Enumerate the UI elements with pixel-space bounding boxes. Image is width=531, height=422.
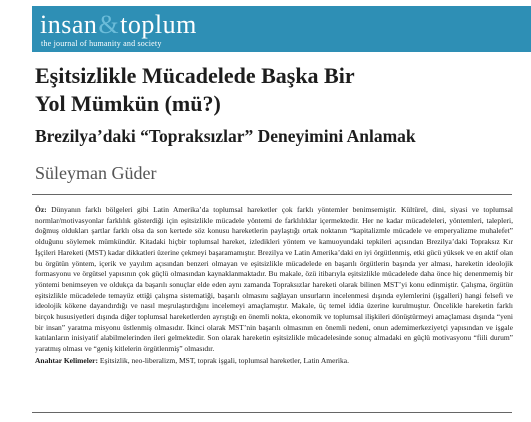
journal-logo xyxy=(40,12,197,38)
journal-header xyxy=(32,6,531,52)
article-author: Süleyman Güder xyxy=(35,163,157,183)
logo-word-toplum: toplum xyxy=(120,10,197,39)
journal-subtitle: the journal of humanity and society xyxy=(41,39,162,48)
abstract-paragraph xyxy=(35,205,513,355)
logo-word-insan: insan xyxy=(40,10,98,39)
abstract-block xyxy=(35,205,513,367)
top-divider xyxy=(32,194,512,195)
article-subtitle: Brezilya’daki “Topraksızlar” Deneyimini Anlamak xyxy=(35,126,416,146)
keywords-paragraph xyxy=(35,356,513,367)
article-title: Eşitsizlikle Mücadelede Başka Bir Yol Mümkün (mü?) xyxy=(35,63,355,116)
abstract-label: Öz: xyxy=(35,205,47,214)
bottom-divider xyxy=(32,412,512,413)
keywords-text: Eşitsizlik, neo-liberalizm, MST, toprak işgali, toplumsal hareketler, Latin Amerika. xyxy=(99,355,349,365)
keywords-label: Anahtar Kelimeler: xyxy=(35,355,98,365)
logo-ampersand: & xyxy=(98,10,120,39)
abstract-text: Dünyanın farklı bölgeleri gibi Latin Amerika’da toplumsal hareketler çok farklı yöntemler benimsemiştir. Kültürel, dini, siyasi ve toplumsal normlar/motivasyonlar farklılık gösterdiği için eşitsizlikle mücadele yöntemi de farklılıklar içermektedir. Her ne kadar mücadeleleri, yöntemleri, talepleri, doğmuş oldukları şartlar farklı olsa da son kertede söz konusu hareketlerin paylaştığı ortak noktanın “kapitalizmle mücadele ve emperyalizme muhalefet” olduğunu söylemek mümkündür. Kitadaki hiçbir toplumsal hareket, izledikleri yöntem ve kamuoyundaki tepkileri açısından Brezilya’daki Topraksız Kır İşçileri Hareketi (MST) kadar dikkatleri üzerine çekmeyi başaramamıştır. Brezilya ve Latin Amerika’daki en iyi örgütlenmiş, etki gücü yüksek ve en aktif olan bu örgütün yöntem, içerik ve yayılım açısından benzeri olmayan ve eşitsizlikle mücadelede en başarılı örgütlerin başında yer alması, hareketin ideolojik formasyonu ve örgütsel yapısının çok güçlü olmasından kaynaklanmaktadır. Bu makale, özü itibarıyla eşitsizlikle mücadelede daha önce hiç denenmemiş bir yöntemi benimseyen ve oldukça da başarılı sonuçlar elde eden aynı zamanda Topraksızlar hareketi olarak bilinen MST’yi konu edinmiştir. Çalışma, örgütün eşitsizlikle mücadelede temayüz ettiği çalışma sistematiği, başarılı olmasını sağlayan unsurların incelenmesi dışında eylemlerini (işgalleri) hangi felsefi ve ideolojik kökene dayandırdığı ve nasıl meşrulaştırdığını incelemeyi amaçlamıştır. Makale, üç temel iddia üzerine kurulmuştur. Öncelikle hareketin farklı birçok hususiyetleri dışında diğer toplumsal hareketlerden ayrıştığı en önemli nokta, ekonomik ve toplumsal ilişkileri dönüştürmeyi amaçlaması dışında “yeni bir insan” yaratma misyonu üstlenmiş olmasıdır. İkinci olarak MST’nin başarılı olmasının en önemli nedeni, onun ademimerkeziyetçi yapısından ve işgale katılanların inisiyatif alabilmelerinden ileri gelmektedir. Son olarak hareketin eşitsizlikle mücadelesinde sonuç almadaki en güçlü motivasyonu “fiili durum” yaratmış olması ve “geniş kitlelerin örgütlenmiş” olmasıdır. xyxy=(35,205,514,354)
